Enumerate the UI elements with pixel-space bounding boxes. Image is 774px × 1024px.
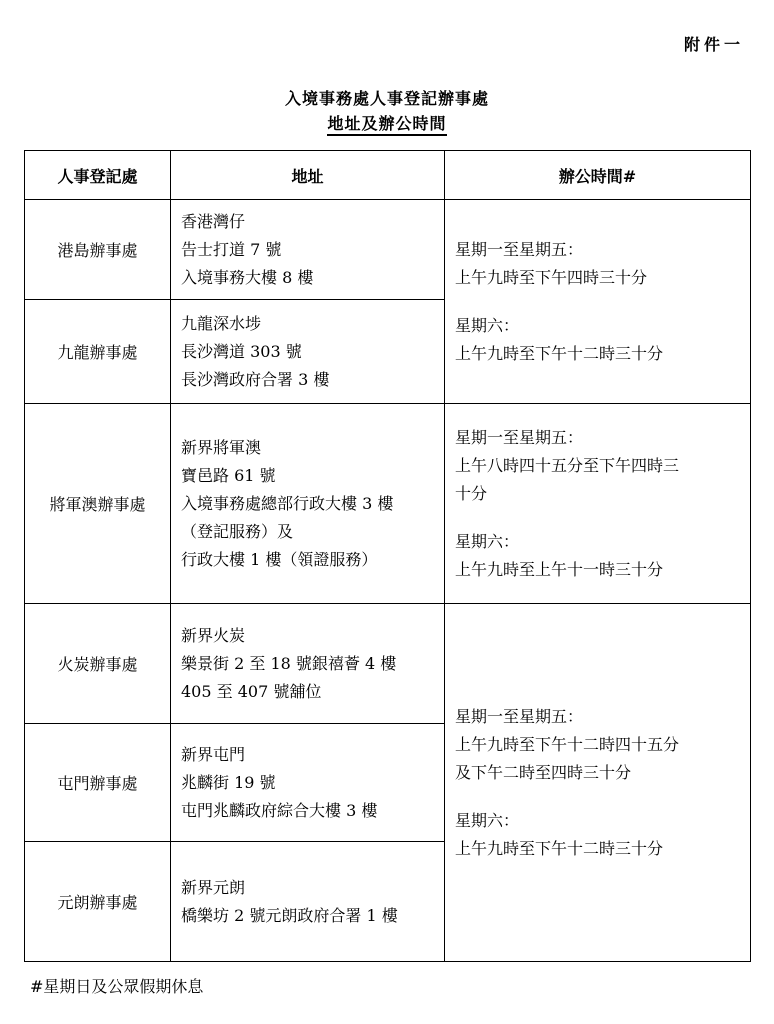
address-line: 新界元朗 [181,877,246,897]
address-line: 香港灣仔 [181,211,246,231]
weekday-label: 星期一至星期五： [455,706,584,726]
office-hours [445,604,751,962]
address-line: 新界將軍澳 [181,437,262,457]
weekday-hours: 上午九時至下午十二時四十五分 [455,734,680,754]
office-address [171,404,445,604]
address-line: 入境事務處總部行政大樓 3 樓 [181,493,394,513]
saturday-hours: 上午九時至下午十二時三十分 [455,838,664,858]
table-header-row [25,151,751,200]
address-line: 屯門兆麟政府綜合大樓 3 樓 [181,800,378,820]
address-line: 告士打道 7 號 [181,239,282,259]
header-address: 地址 [171,151,445,200]
address-line: 新界火炭 [181,625,246,645]
weekday-hours: 上午八時四十五分至下午四時三 [455,455,680,475]
page-subtitle-text: 地址及辦公時間 [327,114,446,136]
weekday-hours: 上午九時至下午四時三十分 [455,267,648,287]
address-line: 兆麟街 19 號 [181,772,276,792]
weekday-label: 星期一至星期五： [455,427,584,447]
office-hours [445,404,751,604]
office-name: 屯門辦事處 [25,724,171,842]
office-name: 九龍辦事處 [25,300,171,404]
weekday-hours: 十分 [455,483,488,503]
header-office: 人事登記處 [25,151,171,200]
table-row [25,200,751,300]
address-line: 九龍深水埗 [181,313,262,333]
office-name: 港島辦事處 [25,200,171,300]
office-name: 火炭辦事處 [25,604,171,724]
saturday-label: 星期六： [455,810,520,830]
saturday-hours: 上午九時至下午十二時三十分 [455,343,664,363]
office-hours [445,200,751,404]
weekday-hours: 及下午二時至四時三十分 [455,762,632,782]
office-address [171,842,445,962]
office-address [171,200,445,300]
address-line: 寶邑路 61 號 [181,465,276,485]
saturday-label: 星期六： [455,531,520,551]
table-row [25,604,751,724]
saturday-label: 星期六： [455,315,520,335]
annex-label: 附件一 [683,35,744,54]
address-line: 樂景街 2 至 18 號銀禧薈 4 樓 [181,653,397,673]
page-title: 入境事務處人事登記辦事處 [284,89,489,108]
footnote: #星期日及公眾假期休息 [30,977,204,996]
address-line: 新界屯門 [181,744,246,764]
address-line: 橋樂坊 2 號元朗政府合署 1 樓 [181,905,398,925]
office-address [171,604,445,724]
page-subtitle [0,111,774,134]
weekday-label: 星期一至星期五： [455,239,584,259]
office-name: 元朗辦事處 [25,842,171,962]
address-line: 入境事務大樓 8 樓 [181,267,314,287]
header-hours: 辦公時間# [445,151,751,200]
address-line: 行政大樓 1 樓（領證服務） [181,549,378,569]
address-line: （登記服務）及 [181,521,294,541]
table-row [25,404,751,604]
address-line: 長沙灣政府合署 3 樓 [181,369,330,389]
office-address [171,724,445,842]
saturday-hours: 上午九時至上午十一時三十分 [455,559,664,579]
office-name: 將軍澳辦事處 [25,404,171,604]
office-address [171,300,445,404]
address-line: 405 至 407 號舖位 [181,681,322,701]
address-line: 長沙灣道 303 號 [181,341,302,361]
office-table [24,150,751,962]
